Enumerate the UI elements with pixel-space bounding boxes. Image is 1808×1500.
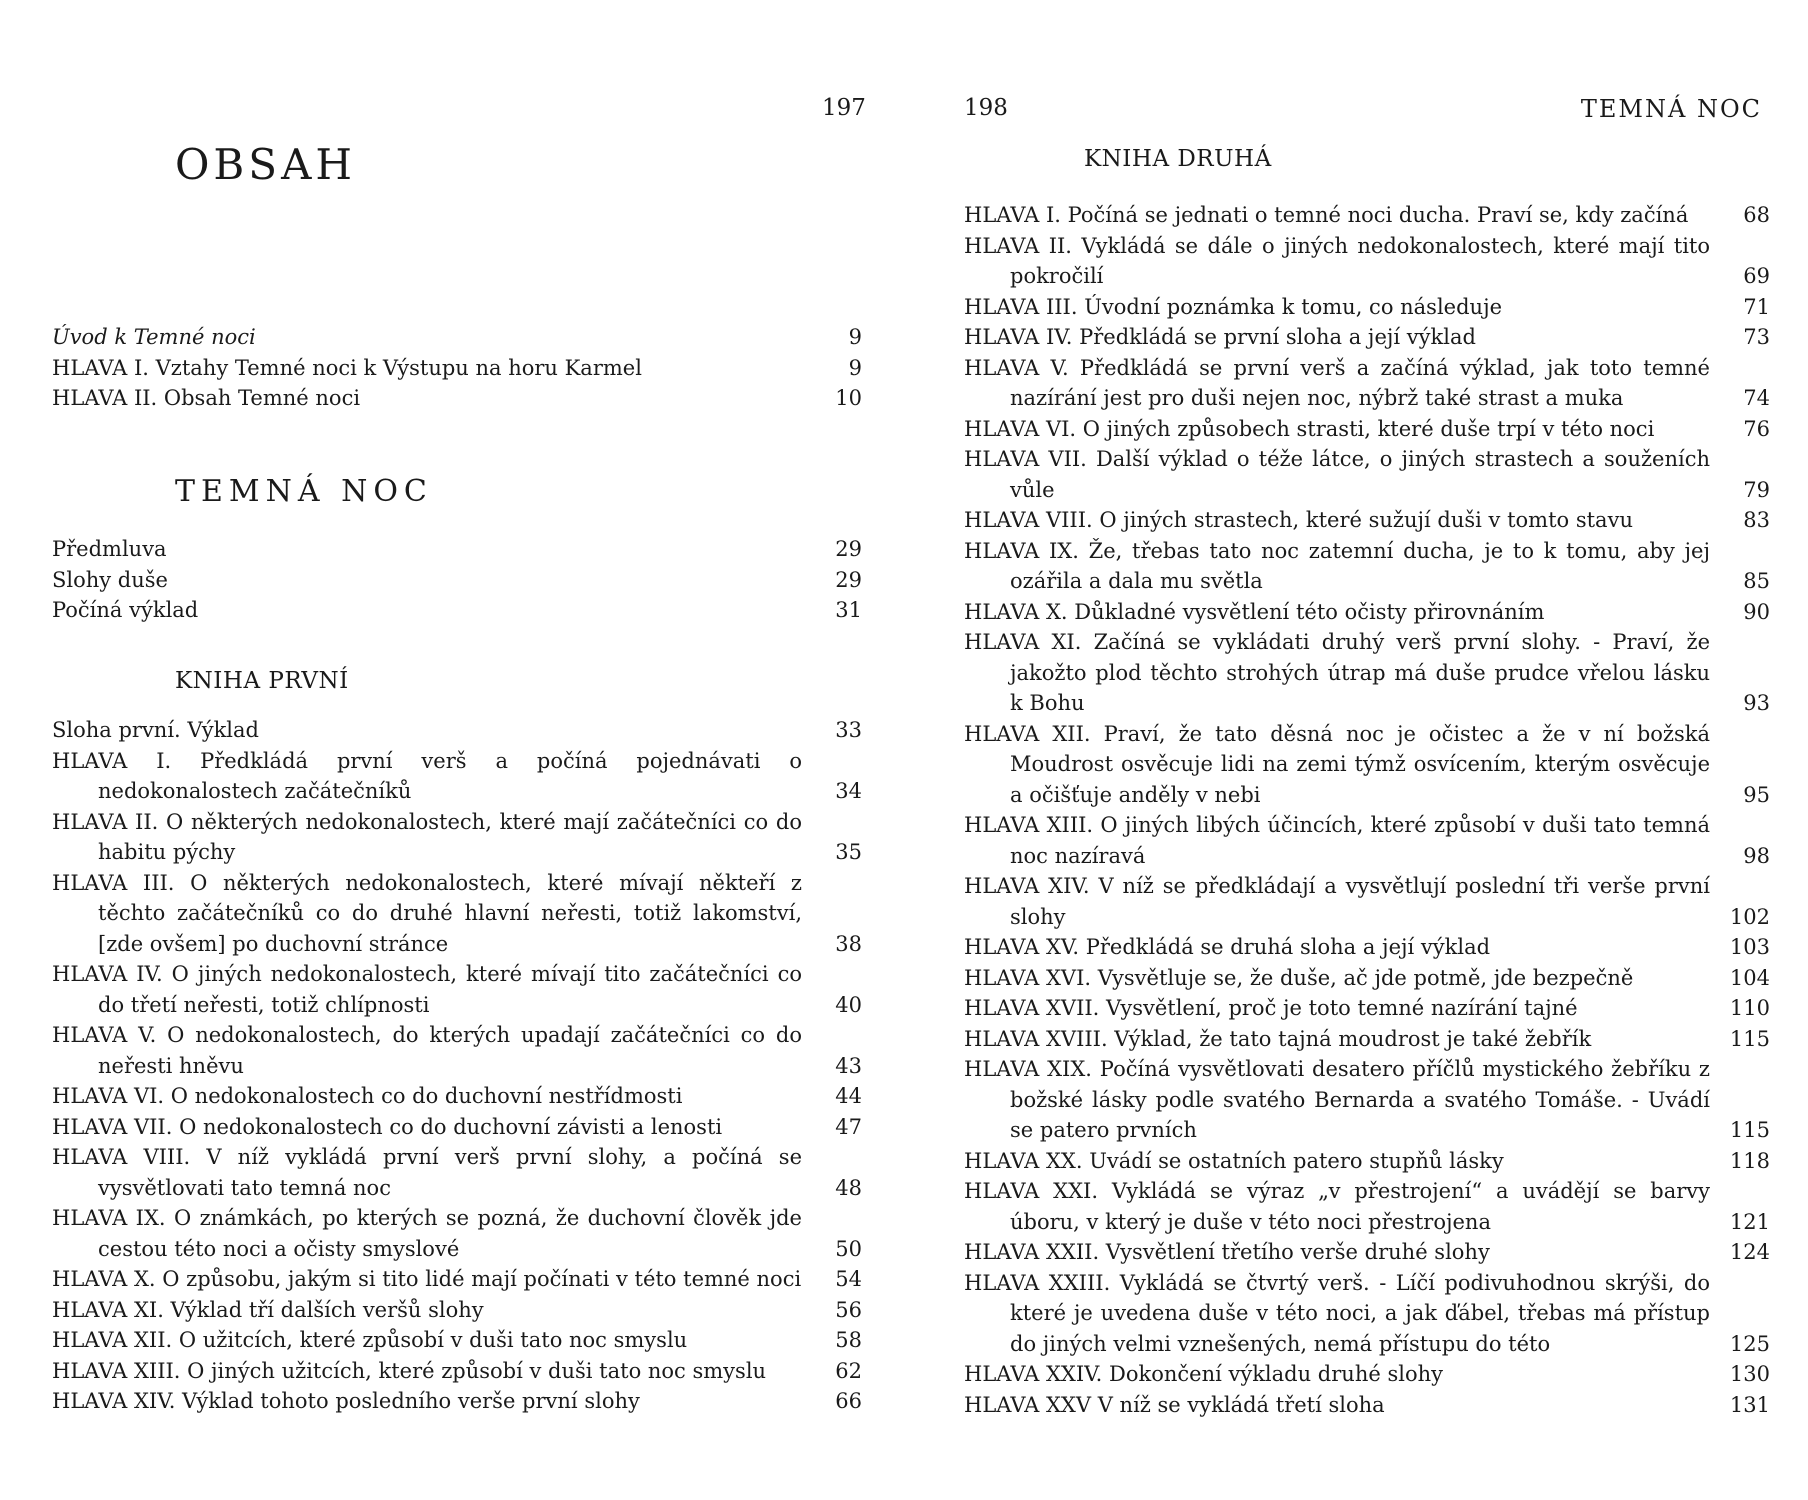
toc-entry-page: 38 <box>835 931 862 956</box>
toc-entry-title: HLAVA VII. Další výklad o téže látce, o jiných strastech a souženích vůle <box>964 447 1710 502</box>
toc-entry <box>964 1390 1770 1421</box>
section-title: TEMNÁ NOC <box>175 474 433 509</box>
toc-entry-page: 115 <box>1729 1118 1770 1142</box>
toc-entry-page: 118 <box>1729 1148 1770 1173</box>
toc-entry-title: HLAVA II. Vykládá se dále o jiných nedokonalostech, které mají tito pokročilí <box>964 233 1710 288</box>
toc-entry-page: 79 <box>1743 477 1770 502</box>
toc-entry-page: 58 <box>835 1328 862 1352</box>
toc-entry-page: 93 <box>1743 691 1770 715</box>
page-number: 197 <box>822 95 866 121</box>
toc-entry-page: 31 <box>835 598 862 622</box>
toc-entry-page: 90 <box>1743 599 1770 624</box>
toc-entry <box>52 959 862 1020</box>
toc-entry-title: HLAVA XIII. O jiných užitcích, které způsobí v duši tato noc smyslu <box>52 1358 767 1383</box>
toc-entry-title: HLAVA I. Počíná se jednati o temné noci ducha. Praví se, kdy začíná <box>964 203 1689 227</box>
book2-toc <box>964 200 1770 1420</box>
toc-entry-title: HLAVA XXI. Vykládá se výraz „v přestrojení“ a uvádějí se barvy úboru, v který je duše v této noci přestrojena <box>964 1179 1710 1234</box>
toc-entry-title: HLAVA XXII. Vysvětlení třetího verše druhé slohy <box>964 1240 1490 1264</box>
toc-entry <box>964 292 1770 323</box>
toc-entry-page: 34 <box>835 779 862 803</box>
toc-entry-title: Slohy duše <box>52 567 168 592</box>
page-number: 198 <box>964 95 1008 121</box>
toc-entry <box>964 1237 1770 1268</box>
toc-entry-page: 74 <box>1743 386 1770 410</box>
toc-entry-title: Počíná výklad <box>52 598 199 622</box>
intro-toc <box>52 322 862 414</box>
toc-entry <box>964 597 1770 628</box>
toc-entry <box>964 1359 1770 1390</box>
toc-entry-title: HLAVA IX. Že, třebas tato noc zatemní ducha, je to k tomu, aby jej ozářila a dala mu světla <box>964 538 1710 593</box>
toc-entry-title: HLAVA XVI. Vysvětluje se, že duše, ač jde potmě, jde bezpečně <box>964 965 1634 990</box>
toc-entry-title: HLAVA VIII. V níž vykládá první verš první slohy, a počíná se vysvětlovati tato temná noc <box>52 1145 802 1200</box>
toc-entry-page: 131 <box>1729 1392 1770 1417</box>
toc-entry-title: HLAVA IX. O známkách, po kterých se pozná, že duchovní člověk jde cestou této noci a očisty smyslové <box>52 1206 802 1261</box>
toc-entry <box>964 963 1770 994</box>
toc-entry <box>964 719 1770 811</box>
book2-title: KNIHA DRUHÁ <box>1084 146 1272 172</box>
toc-entry-page: 56 <box>835 1297 862 1322</box>
toc-entry <box>964 444 1770 505</box>
toc-entry <box>964 414 1770 445</box>
toc-entry-title: HLAVA XX. Uvádí se ostatních patero stupňů lásky <box>964 1148 1504 1173</box>
toc-entry-page: 121 <box>1729 1209 1770 1234</box>
toc-entry-page: 47 <box>835 1114 862 1139</box>
toc-entry-page: 44 <box>835 1084 862 1108</box>
toc-entry-page: 110 <box>1729 996 1770 1020</box>
toc-entry <box>52 383 862 414</box>
toc-entry-title: HLAVA XIX. Počíná vysvětlovati desatero příčlů mystického žebříku z božské lásky podle svatého Bernarda a svatého Tomáše. - Uvádí se patero prvních <box>964 1057 1710 1142</box>
toc-entry-page: 130 <box>1729 1362 1770 1386</box>
toc-entry-title: HLAVA VII. O nedokonalostech co do duchovní závisti a lenosti <box>52 1114 723 1139</box>
toc-entry <box>52 1386 862 1417</box>
toc-entry-page: 29 <box>835 537 862 561</box>
toc-entry <box>964 932 1770 963</box>
toc-entry <box>52 1356 862 1387</box>
toc-entry-title: HLAVA XIV. Výklad tohoto posledního verše první slohy <box>52 1389 640 1413</box>
toc-entry-page: 104 <box>1729 965 1770 990</box>
toc-entry <box>52 1325 862 1356</box>
toc-entry-title: HLAVA XVIII. Výklad, že tato tajná moudrost je také žebřík <box>964 1026 1592 1051</box>
toc-entry-title: HLAVA XXV V níž se vykládá třetí sloha <box>964 1392 1385 1417</box>
contents-title: OBSAH <box>175 140 357 189</box>
toc-entry-page: 9 <box>848 325 862 349</box>
toc-entry <box>52 807 862 868</box>
toc-entry-page: 48 <box>835 1175 862 1200</box>
toc-entry <box>52 1264 862 1295</box>
right-page <box>904 0 1808 1500</box>
toc-entry-title: HLAVA XI. Výklad tří dalších veršů slohy <box>52 1297 484 1322</box>
toc-entry-page: 68 <box>1743 203 1770 227</box>
toc-entry <box>52 353 862 384</box>
toc-entry-page: 73 <box>1743 325 1770 349</box>
toc-entry-title: HLAVA VIII. O jiných strastech, které sužují duši v tomto stavu <box>964 508 1633 532</box>
toc-entry-page: 50 <box>835 1236 862 1261</box>
toc-entry-title: HLAVA V. Předkládá se první verš a začíná výklad, jak toto temné nazírání jest pro duši nejen noc, nýbrž také strast a muka <box>964 355 1710 410</box>
toc-entry-title: HLAVA VI. O jiných způsobech strasti, které duše trpí v této noci <box>964 416 1655 441</box>
toc-entry <box>52 1295 862 1326</box>
toc-entry <box>964 627 1770 719</box>
toc-entry-page: 71 <box>1743 294 1770 319</box>
toc-entry <box>52 595 862 626</box>
toc-entry <box>52 1112 862 1143</box>
toc-entry-title: HLAVA XII. Praví, že tato děsná noc je očistec a že v ní božská Moudrost osvěcuje lidi na zemi týmž osvícením, kterým osvěcuje a očišťuje anděly v nebi <box>964 721 1710 807</box>
toc-entry-page: 69 <box>1743 264 1770 288</box>
book1-toc <box>52 715 862 1417</box>
toc-entry-title: HLAVA X. O způsobu, jakým si tito lidé mají počínati v této temné noci <box>52 1267 802 1291</box>
toc-entry <box>964 1268 1770 1360</box>
toc-entry-page: 76 <box>1743 416 1770 441</box>
toc-entry-title: HLAVA III. O některých nedokonalostech, které mívají někteří z těchto začátečníků co do druhé hlavní neřesti, totiž lakomství, [zde ovšem] po duchovní stránce <box>52 870 802 956</box>
toc-entry-page: 95 <box>1743 782 1770 807</box>
toc-entry-title: HLAVA XV. Předkládá se druhá sloha a její výklad <box>964 935 1491 959</box>
toc-entry-title: Úvod k Temné noci <box>52 325 256 349</box>
toc-entry <box>964 505 1770 536</box>
toc-entry-page: 66 <box>835 1389 862 1413</box>
toc-entry-page: 103 <box>1729 935 1770 959</box>
toc-entry <box>964 353 1770 414</box>
toc-entry <box>52 565 862 596</box>
toc-entry-title: HLAVA XIV. V níž se předkládají a vysvětlují poslední tři verše první slohy <box>964 874 1710 929</box>
toc-entry-title: HLAVA II. Obsah Temné noci <box>52 386 361 410</box>
toc-entry-title: HLAVA XI. Začíná se vykládati druhý verš první slohy. - Praví, že jakožto plod těchto strohých útrap má duše prudce vřelou lásku k Bohu <box>964 630 1710 715</box>
toc-entry-page: 29 <box>835 567 862 592</box>
toc-entry-title: HLAVA XXIII. Vykládá se čtvrtý verš. - Líčí podivuhodnou skrýši, do které je uvedena duše v této noci, a jak ďábel, třebas má přístup do jiných velmi vznešených, nemá přístupu do této <box>964 1270 1710 1356</box>
toc-entry <box>52 322 862 353</box>
toc-entry-page: 85 <box>1743 569 1770 593</box>
toc-entry-title: HLAVA X. Důkladné vysvětlení této očisty přirovnáním <box>964 599 1545 624</box>
toc-entry <box>964 1024 1770 1055</box>
book1-title: KNIHA PRVNÍ <box>175 668 349 694</box>
toc-entry-title: HLAVA XII. O užitcích, které způsobí v duši tato noc smyslu <box>52 1328 688 1352</box>
toc-entry-page: 43 <box>835 1053 862 1078</box>
toc-entry <box>964 1054 1770 1146</box>
toc-entry-title: HLAVA III. Úvodní poznámka k tomu, co následuje <box>964 294 1503 319</box>
toc-entry-title: HLAVA II. O některých nedokonalostech, které mají začátečníci co do habitu pýchy <box>52 809 802 864</box>
toc-entry <box>964 871 1770 932</box>
toc-entry <box>52 715 862 746</box>
toc-entry-title: HLAVA I. Předkládá první verš a počíná pojednávati o nedokonalostech začátečníků <box>52 748 802 803</box>
toc-entry-page: 9 <box>848 355 862 380</box>
toc-entry-page: 115 <box>1729 1026 1770 1051</box>
toc-entry <box>52 1142 862 1203</box>
toc-entry <box>964 1146 1770 1177</box>
toc-entry-page: 62 <box>835 1358 862 1383</box>
toc-entry-page: 33 <box>835 718 862 742</box>
toc-entry-page: 10 <box>835 386 862 410</box>
toc-entry <box>52 534 862 565</box>
toc-entry-title: HLAVA XXIV. Dokončení výkladu druhé slohy <box>964 1362 1443 1386</box>
toc-entry <box>52 1081 862 1112</box>
toc-entry <box>52 1203 862 1264</box>
section-toc <box>52 534 862 626</box>
running-head: TEMNÁ NOC <box>1580 95 1762 123</box>
toc-entry-title: HLAVA V. O nedokonalostech, do kterých upadají začátečníci co do neřesti hněvu <box>52 1023 802 1078</box>
toc-entry-title: HLAVA IV. O jiných nedokonalostech, které mívají tito začátečníci co do třetí neřesti, totiž chlípnosti <box>52 962 802 1017</box>
toc-entry-page: 54 <box>835 1267 862 1291</box>
toc-entry <box>964 1176 1770 1237</box>
toc-entry-title: HLAVA VI. O nedokonalostech co do duchovní nestřídmosti <box>52 1084 683 1108</box>
toc-entry <box>52 746 862 807</box>
toc-entry-title: Předmluva <box>52 537 167 561</box>
toc-entry-title: HLAVA IV. Předkládá se první sloha a její výklad <box>964 325 1476 349</box>
toc-entry <box>964 993 1770 1024</box>
toc-entry <box>52 1020 862 1081</box>
toc-entry-title: HLAVA XVII. Vysvětlení, proč je toto temné nazírání tajné <box>964 996 1578 1020</box>
toc-entry-title: Sloha první. Výklad <box>52 718 259 742</box>
toc-entry <box>52 868 862 960</box>
toc-entry-page: 35 <box>835 840 862 864</box>
toc-entry-title: HLAVA XIII. O jiných libých účincích, které způsobí v duši tato temná noc nazíravá <box>964 813 1710 868</box>
toc-entry <box>964 200 1770 231</box>
toc-entry <box>964 536 1770 597</box>
toc-entry-page: 98 <box>1743 843 1770 868</box>
toc-entry <box>964 322 1770 353</box>
toc-entry-page: 40 <box>835 992 862 1017</box>
toc-entry <box>964 231 1770 292</box>
toc-entry <box>964 810 1770 871</box>
toc-entry-page: 102 <box>1729 904 1770 929</box>
toc-entry-page: 124 <box>1729 1240 1770 1264</box>
toc-entry-page: 83 <box>1743 508 1770 532</box>
toc-entry-page: 125 <box>1729 1331 1770 1356</box>
toc-entry-title: HLAVA I. Vztahy Temné noci k Výstupu na horu Karmel <box>52 355 642 380</box>
